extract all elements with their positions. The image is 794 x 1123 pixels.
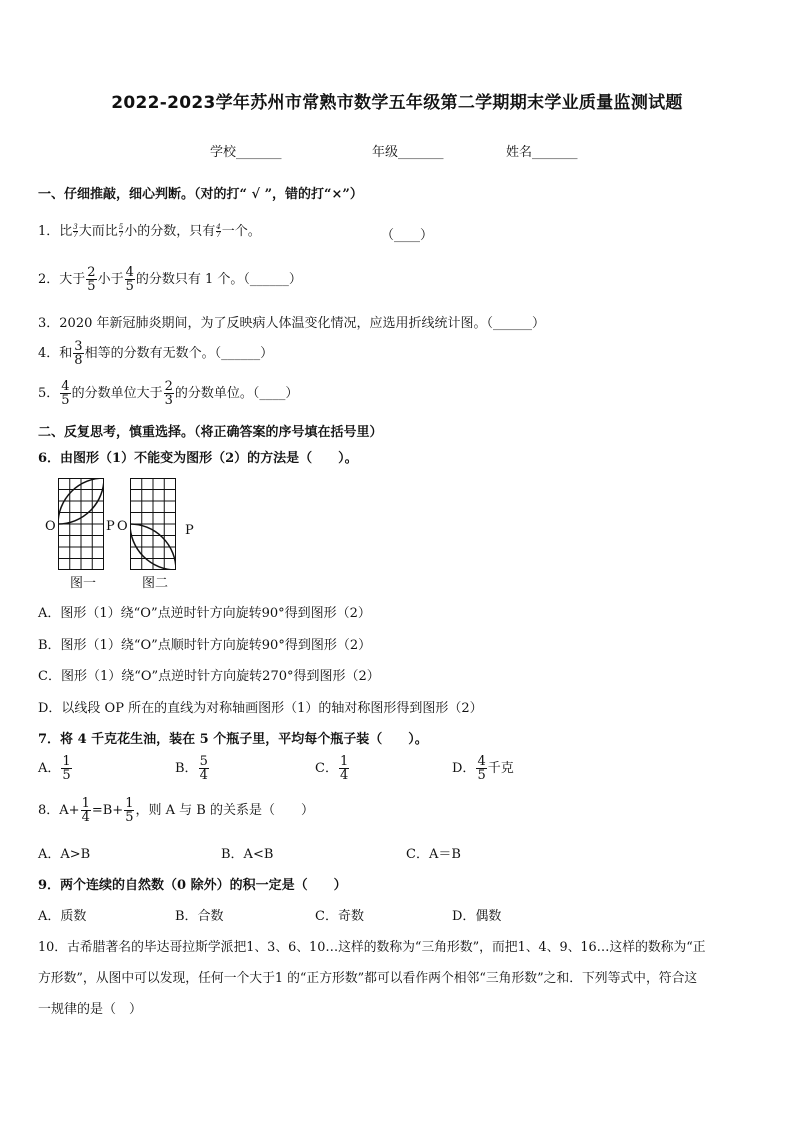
q1-answer-blank[interactable]: （____） — [381, 228, 434, 243]
q4-pre: 4．和 — [38, 346, 73, 361]
question-1 — [38, 220, 261, 239]
question-9: 9．两个连续的自然数（0 除外）的积一定是（ ） — [38, 878, 347, 893]
q1-f3-numerator: 4 — [216, 223, 221, 231]
q8-option-c[interactable]: C．A＝B — [406, 847, 461, 862]
q5-post: 的分数单位。（____） — [174, 386, 299, 401]
q8-option-a[interactable]: A．A>B — [38, 847, 91, 862]
question-10-line-3: 一规律的是（ ） — [38, 1002, 143, 1017]
q7-a-label: A． — [38, 761, 61, 776]
q7-c-fraction — [339, 755, 349, 782]
q1-mid2: 小的分数，只有 — [124, 224, 216, 239]
q5-fraction-2 — [164, 380, 174, 407]
q5-pre: 5． — [38, 386, 60, 401]
q7-c-denominator: 4 — [339, 768, 349, 783]
q4-denominator: 8 — [74, 353, 83, 368]
q1-f3-denominator: 7 — [216, 231, 221, 239]
q9-option-c[interactable]: C．奇数 — [315, 909, 364, 924]
q5-f1-numerator: 4 — [61, 379, 70, 394]
figure-2-label-o: O — [117, 519, 128, 534]
q6-option-b[interactable]: B．图形（1）绕“O”点顺时针方向旋转90°得到图形（2） — [38, 638, 372, 653]
figure-2-label-p: P — [185, 523, 194, 538]
q9-option-d[interactable]: D．偶数 — [452, 909, 502, 924]
q2-mid: 小于 — [97, 272, 124, 287]
q5-f1-denominator: 5 — [61, 393, 70, 408]
question-8 — [38, 797, 314, 824]
q7-c-numerator: 1 — [339, 754, 349, 769]
q8-fraction-1 — [81, 797, 91, 824]
q7-d-fraction — [476, 755, 486, 782]
section2-heading: 二、反复思考，慎重选择。（将正确答案的序号填在括号里） — [38, 425, 383, 440]
q2-f2-numerator: 4 — [125, 265, 134, 280]
q7-option-a[interactable] — [38, 755, 73, 782]
figure-1-caption: 图一 — [70, 576, 97, 591]
q1-fraction-1 — [73, 224, 77, 239]
q7-option-b[interactable] — [175, 755, 210, 782]
q7-b-numerator: 5 — [199, 754, 208, 769]
q1-f2-denominator: 7 — [118, 231, 124, 239]
q8-f1-denominator: 4 — [81, 810, 90, 825]
q2-fraction-2 — [125, 266, 135, 293]
q7-d-denominator: 5 — [477, 768, 486, 783]
q8-pre: 8．A+ — [38, 803, 80, 818]
q7-d-numerator: 4 — [477, 754, 486, 769]
figure-1-label-o: O — [45, 519, 56, 534]
q4-post: 相等的分数有无数个。（______） — [84, 346, 274, 361]
figure-1-grid — [58, 478, 104, 570]
grade-field: 年级_______ — [372, 145, 444, 160]
q2-fraction-1 — [86, 266, 96, 293]
q2-f1-denominator: 5 — [87, 279, 96, 294]
q9-option-a[interactable]: A．质数 — [38, 909, 87, 924]
q7-option-c[interactable] — [315, 755, 350, 782]
q2-f1-numerator: 2 — [87, 265, 96, 280]
q6-option-c[interactable]: C．图形（1）绕“O”点逆时针方向旋转270°得到图形（2） — [38, 669, 380, 684]
q9-option-b[interactable]: B．合数 — [175, 909, 224, 924]
q1-post: 一个。 — [221, 224, 261, 239]
school-field: 学校_______ — [210, 145, 282, 160]
page-title: 2022-2023学年苏州市常熟市数学五年级第二学期期末学业质量监测试题 — [111, 93, 683, 113]
q1-mid1: 大而比 — [78, 224, 118, 239]
q8-fraction-2 — [124, 797, 134, 824]
question-7: 7．将 4 千克花生油，装在 5 个瓶子里，平均每个瓶子装（ ）。 — [38, 732, 428, 747]
figure-2-grid — [130, 478, 176, 570]
q8-post: ，则 A 与 B 的关系是（ ） — [135, 803, 314, 818]
q7-d-unit: 千克 — [487, 761, 514, 776]
q8-f1-numerator: 1 — [81, 796, 90, 811]
q7-b-denominator: 4 — [199, 768, 208, 783]
q7-option-d[interactable] — [452, 755, 514, 782]
q1-f1-numerator: 3 — [73, 223, 78, 231]
q2-f2-denominator: 5 — [125, 279, 134, 294]
name-field: 姓名_______ — [506, 145, 578, 160]
q4-fraction — [73, 340, 83, 367]
question-10-line-1: 10．古希腊著名的毕达哥拉斯学派把1、3、6、10…这样的数称为“三角形数”，而把1、4、9、16…这样的数称为“正 — [38, 940, 706, 955]
q5-mid: 的分数单位大于 — [71, 386, 163, 401]
q1-pre: 1．比 — [38, 224, 73, 239]
q2-post: 的分数只有 1 个。（______） — [135, 272, 302, 287]
section1-heading: 一、仔细推敲，细心判断。（对的打“ √ ”，错的打“×”） — [38, 187, 363, 202]
q7-a-fraction — [61, 755, 71, 782]
q1-fraction-3 — [216, 224, 220, 239]
q1-fraction-2 — [119, 224, 123, 239]
q1-f2-numerator: 5 — [118, 223, 124, 231]
figure-1-label-p: P — [106, 519, 115, 534]
q7-a-denominator: 5 — [62, 768, 71, 783]
q6-option-d[interactable]: D．以线段 OP 所在的直线为对称轴画图形（1）的轴对称图形得到图形（2） — [38, 701, 483, 716]
q8-option-b[interactable]: B．A<B — [221, 847, 274, 862]
q2-pre: 2．大于 — [38, 272, 86, 287]
q8-mid: =B+ — [91, 803, 124, 818]
figure-2-caption: 图二 — [142, 576, 169, 591]
q7-c-label: C． — [315, 761, 338, 776]
question-10-line-2: 方形数”，从图中可以发现，任何一个大于1 的“正方形数”都可以看作两个相邻“三角形数”之和．下列等式中，符合这 — [38, 971, 698, 986]
q7-b-label: B． — [175, 761, 198, 776]
question-2 — [38, 266, 302, 293]
q4-numerator: 3 — [74, 339, 83, 354]
q5-fraction-1 — [60, 380, 70, 407]
question-3: 3．2020 年新冠肺炎期间，为了反映病人体温变化情况，应选用折线统计图。（______） — [38, 316, 545, 331]
question-5 — [38, 380, 298, 407]
q6-option-a[interactable]: A．图形（1）绕“O”点逆时针方向旋转90°得到图形（2） — [38, 606, 371, 621]
question-4 — [38, 340, 273, 367]
q5-f2-numerator: 2 — [164, 379, 173, 394]
question-6: 6．由图形（1）不能变为图形（2）的方法是（ ）。 — [38, 451, 358, 466]
q5-f2-denominator: 3 — [164, 393, 173, 408]
q7-a-numerator: 1 — [62, 754, 71, 769]
q1-f1-denominator: 7 — [73, 231, 78, 239]
q7-d-label: D． — [452, 761, 476, 776]
q7-b-fraction — [199, 755, 209, 782]
q8-f2-numerator: 1 — [125, 796, 134, 811]
q8-f2-denominator: 5 — [125, 810, 134, 825]
